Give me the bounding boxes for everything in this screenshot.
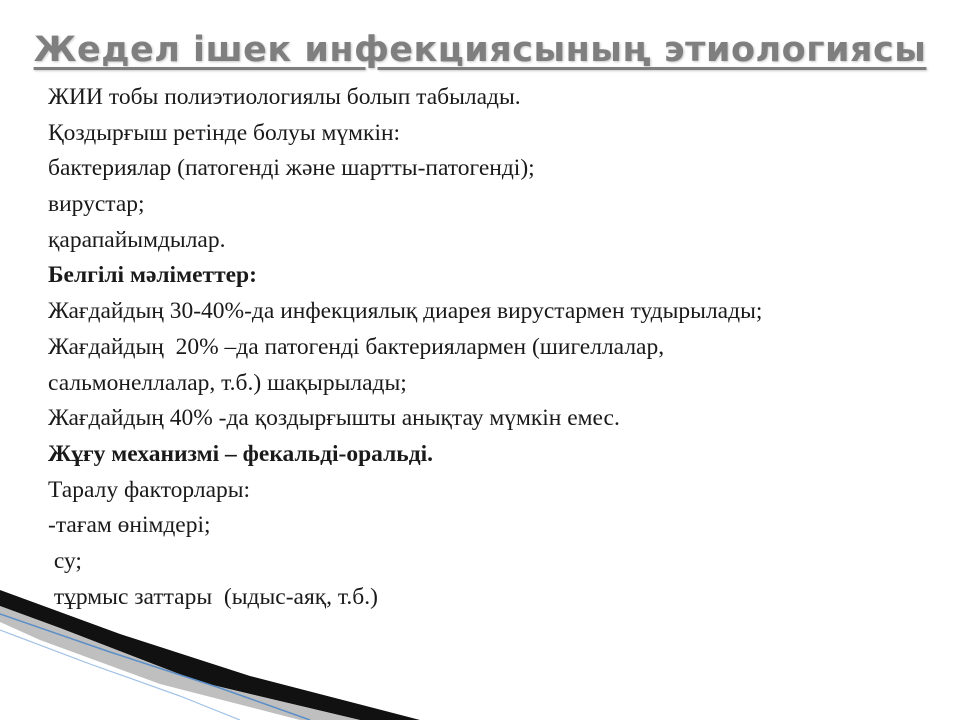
- text-line: Жағдайдың 20% –да патогенді бактериялармен (шигеллалар,: [48, 333, 665, 360]
- section-heading: Жұғу механизмі – фекальді-оральді.: [48, 440, 434, 467]
- text-line: қарапайымдылар.: [48, 226, 226, 253]
- text-line: Қоздырғыш ретінде болуы мүмкін:: [48, 119, 401, 146]
- text-line: -тағам өнімдері;: [48, 512, 211, 539]
- text-line: сальмонеллалар, т.б.) шақырылады;: [48, 369, 407, 396]
- section-heading: Белгілі мәліметтер:: [48, 262, 257, 289]
- text-line: вирустар;: [48, 191, 145, 218]
- body-text: [48, 80, 948, 615]
- swoosh-blue-line: [0, 614, 310, 720]
- text-line: тұрмыс заттары (ыдыс-аяқ, т.б.): [48, 583, 378, 610]
- text-line: Таралу факторлары:: [48, 476, 251, 503]
- text-line: бактериялар (патогенді және шартты-патогенді);: [48, 155, 535, 182]
- text-line: су;: [48, 547, 82, 574]
- slide-title: Жедел ішек инфекциясының этиологиясы: [33, 30, 927, 70]
- text-line: ЖИИ тобы полиэтиологиялы болып табылады.: [48, 84, 521, 110]
- text-line: Жағдайдың 30-40%-да инфекциялық диарея вирустармен тудырылады;: [48, 298, 763, 325]
- text-line: Жағдайдың 40% -да қоздырғышты анықтау мүмкін емес.: [48, 405, 620, 432]
